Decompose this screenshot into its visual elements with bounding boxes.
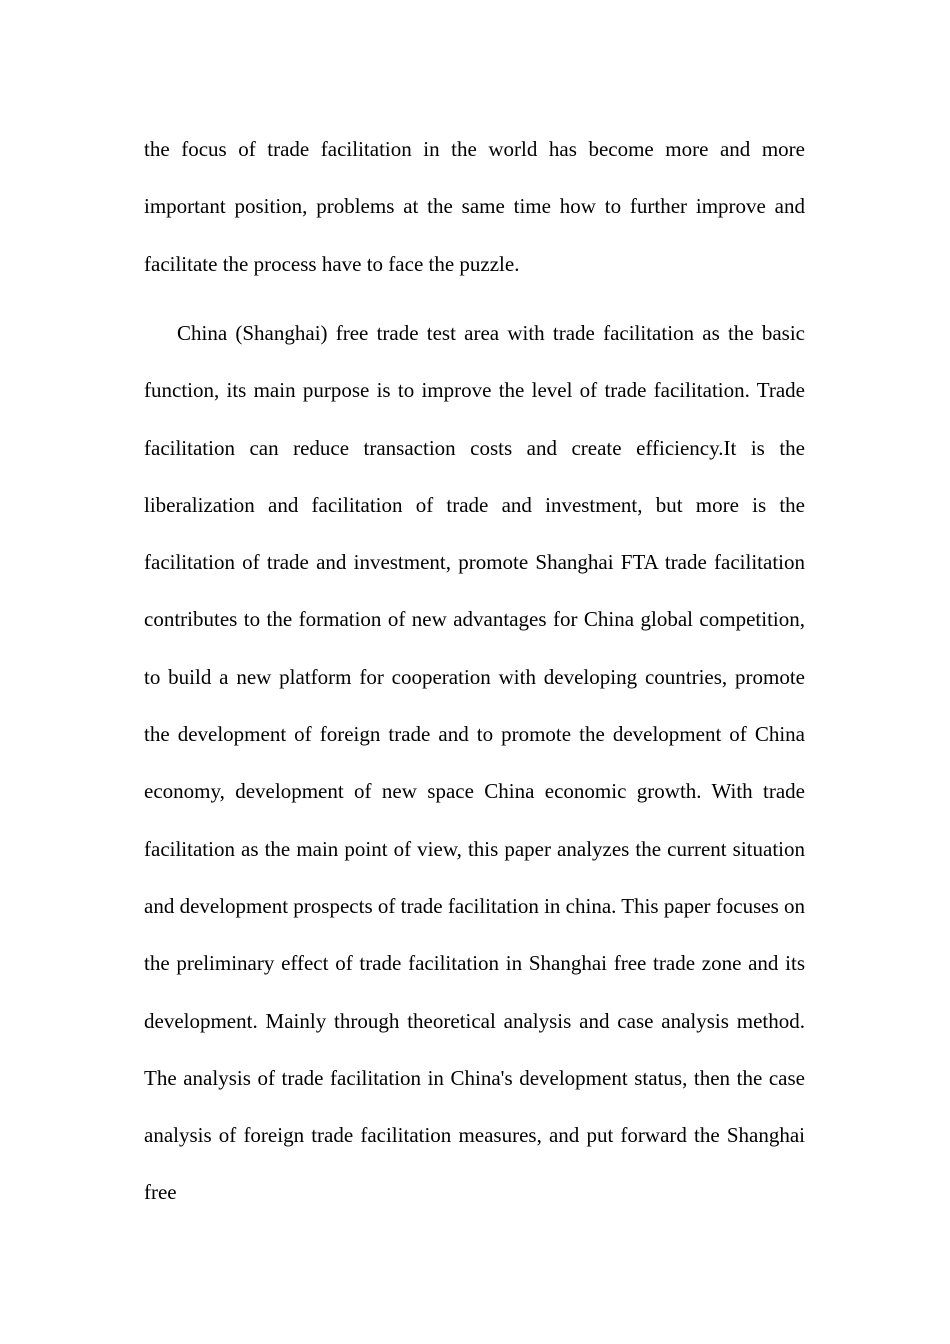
paragraph-continuation: the focus of trade facilitation in the world has become more and more important position, problems at the same time how to further improve and facilitate the process have to face the puzzle. bbox=[144, 137, 805, 276]
paragraph-shanghai-fta: China (Shanghai) free trade test area with trade facilitation as the basic function, its main purpose is to improve the level of trade facilitation. Trade facilitation can reduce transaction costs and create efficiency.It is the liberalization and facilitation of trade and investment, but more is the facilitation of trade and investment, promote Shanghai FTA trade facilitation contributes to the formation of new advantages for China global competition, to build a new platform for cooperation with developing countries, promote the development of foreign trade and to promote the development of China economy, development of new space China economic growth. With trade facilitation as the main point of view, this paper analyzes the current situation and development prospects of trade facilitation in china. This paper focuses on the preliminary effect of trade facilitation in Shanghai free trade zone and its development. Mainly through theoretical analysis and case analysis method. The analysis of trade facilitation in China's development status, then the case analysis of foreign trade facilitation measures, and put forward the Shanghai free bbox=[144, 321, 805, 1205]
